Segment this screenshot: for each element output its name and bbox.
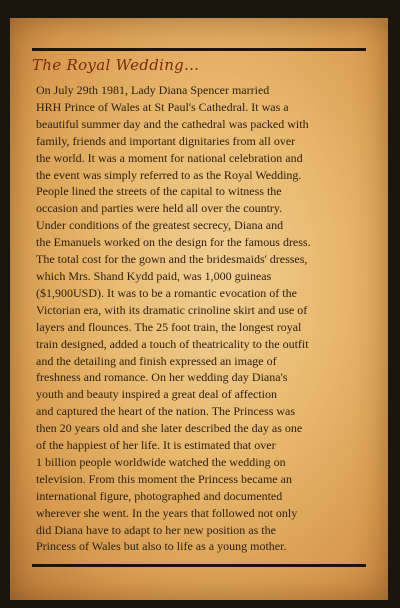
text-line: People lined the streets of the capital to witness the (36, 184, 282, 199)
text-line: and captured the heart of the nation. The Princess was (36, 404, 296, 419)
text-line: Under conditions of the greatest secrecy, Diana and (36, 218, 284, 233)
text-line: layers and flounces. The 25 foot train, the longest royal (36, 319, 302, 334)
sign-heading: The Royal Wedding... (32, 56, 200, 74)
text-line: then 20 years old and she later described the day as one (36, 421, 303, 436)
text-line: international figure, photographed and documented (36, 488, 283, 503)
text-line: the world. It was a moment for national celebration and (36, 150, 303, 165)
text-line: family, friends and important dignitaries from all over (36, 133, 296, 148)
text-line: the Emanuels worked on the design for the famous dress. (36, 235, 311, 250)
text-line: which Mrs. Shand Kydd paid, was 1,000 guineas (36, 268, 272, 283)
text-line: ($1,900USD). It was to be a romantic evocation of the (36, 285, 297, 300)
text-line: train designed, added a touch of theatricality to the outfit (36, 336, 309, 351)
top-divider (32, 48, 366, 51)
text-line: On July 29th 1981, Lady Diana Spencer married (36, 83, 270, 97)
text-line: the event was simply referred to as the Royal Wedding. (36, 167, 302, 182)
text-line: beautiful summer day and the cathedral was packed with (36, 116, 309, 131)
text-line: HRH Prince of Wales at St Paul's Cathedral. It was a (36, 99, 289, 114)
text-line: freshness and romance. On her wedding day Diana's (36, 370, 288, 385)
text-line: did Diana have to adapt to her new position as the (36, 522, 276, 537)
text-line: Victorian era, with its dramatic crinoline skirt and use of (36, 302, 308, 317)
text-line: wherever she went. In the years that followed not only (36, 505, 298, 520)
text-line: television. From this moment the Princess became an (36, 471, 292, 486)
text-line: 1 billion people worldwide watched the wedding on (36, 454, 286, 469)
text-line: The total cost for the gown and the bridesmaids' dresses, (36, 252, 308, 267)
text-line: occasion and parties were held all over the country. (36, 201, 283, 216)
exhibit-sign (10, 18, 388, 600)
text-line: youth and beauty inspired a great deal of affection (36, 387, 278, 402)
text-line: and the detailing and finish expressed an image of (36, 353, 277, 368)
sign-body (36, 82, 366, 555)
bottom-divider (32, 564, 366, 567)
text-line: Princess of Wales but also to life as a young mother. (36, 539, 287, 554)
text-line: of the happiest of her life. It is estimated that over (36, 438, 276, 453)
